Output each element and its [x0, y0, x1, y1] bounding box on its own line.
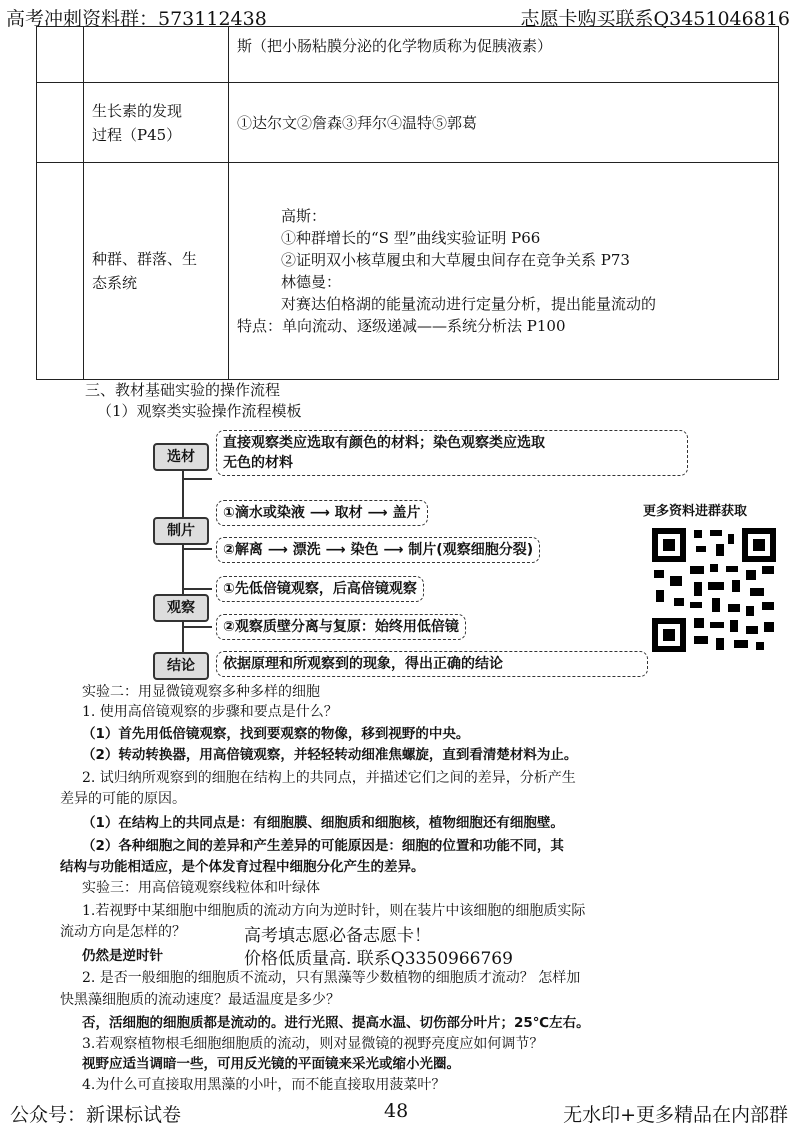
body-line: （2）转动转换器，用高倍镜观察，并轻轻转动细准焦螺旋，直到看清楚材料为止。 [82, 747, 578, 763]
body-line: 快黑藻细胞质的流动速度？最适温度是多少？ [60, 992, 340, 1008]
flow-box-prepare-a: ①滴水或染液 ⟶ 取材 ⟶ 盖片 [216, 500, 428, 526]
section-subtitle: （1）观察类实验操作流程模板 [97, 402, 302, 420]
body-line: 4.为什么可直接取用黑藻的小叶，而不能直接取用菠菜叶？ [82, 1077, 446, 1093]
scientist-table [36, 26, 779, 380]
flow-step-observe: 观察 [153, 594, 209, 622]
body-line: 1. 使用高倍镜观察的步骤和要点是什么？ [82, 704, 338, 720]
body-line: 3.若观察植物根毛细胞细胞质的流动，则对显微镜的视野亮度应如何调节？ [82, 1036, 544, 1052]
footer-account: 公众号：新课标试卷 [10, 1104, 182, 1126]
table-cell-empty [37, 83, 84, 163]
flow-connector [182, 470, 184, 660]
section-title: 三、教材基础实验的操作流程 [85, 381, 281, 399]
text-line: ②证明双小核草履虫和大草履虫间存在竞争关系 P73 [281, 251, 630, 269]
body-line: （1）在结构上的共同点是：有细胞膜、细胞质和细胞核，植物细胞还有细胞壁。 [82, 815, 564, 831]
body-line: 2. 是否一般细胞的细胞质不流动，只有黑藻等少数植物的细胞质才流动？ 怎样加 [82, 970, 581, 986]
table-cell-text [229, 163, 779, 380]
flow-branch [182, 626, 212, 628]
watermark-line: 高考填志愿必备志愿卡！ [244, 926, 431, 946]
text-line: ①种群增长的“S 型”曲线实验证明 P66 [281, 229, 541, 247]
flow-step-conclude: 结论 [153, 652, 209, 680]
flow-box-observe-a: ①先低倍镜观察，后高倍镜观察 [216, 576, 424, 602]
text-line: 特点：单向流动、逐级递减——系统分析法 P100 [237, 317, 566, 335]
body-line: 流动方向是怎样的？ [60, 924, 186, 940]
body-line: 1.若视野中某细胞中细胞质的流动方向为逆时针，则在装片中该细胞的细胞质实际 [82, 903, 586, 919]
label-line: 态系统 [92, 274, 138, 292]
flow-branch [182, 588, 212, 590]
body-line: 否，活细胞的细胞质都是流动的。进行光照、提高水温、切伤部分叶片；25℃左右。 [82, 1015, 590, 1031]
flow-step-select: 选材 [153, 443, 209, 471]
label-line: 过程（P45） [92, 125, 182, 144]
table-cell-empty [37, 27, 84, 83]
body-line: 仍然是逆时针 [82, 948, 163, 964]
qr-caption: 更多资料进群获取 [643, 504, 748, 519]
flow-box-select [216, 430, 688, 476]
table-cell-empty [37, 163, 84, 380]
table-cell-empty [84, 27, 229, 83]
flow-step-prepare: 制片 [153, 517, 209, 545]
watermark-line: 价格低质量高. 联系Q3350966769 [244, 949, 513, 969]
table-cell-text: ①达尔文②詹森③拜尔④温特⑤郭葛 [229, 83, 779, 163]
table-cell-text: 斯（把小肠粘膜分泌的化学物质称为促胰液素） [229, 27, 779, 83]
text-line: 林德曼： [281, 273, 342, 291]
table-row-label [84, 83, 229, 163]
qr-code-icon [650, 526, 778, 654]
flow-branch [182, 478, 212, 480]
flow-text: 无色的材料 [223, 455, 293, 471]
label-line: 种群、群落、生 [92, 250, 198, 268]
flow-box-prepare-b: ②解离 ⟶ 漂洗 ⟶ 染色 ⟶ 制片(观察细胞分裂) [216, 537, 540, 563]
text-line: 对赛达伯格湖的能量流动进行定量分析，提出能量流动的 [281, 295, 657, 313]
label-line: 生长素的发现 [92, 101, 183, 120]
page-number: 48 [384, 1100, 409, 1122]
flow-box-conclude: 依据原理和所观察到的现象，得出正确的结论 [216, 651, 648, 677]
body-line: 2. 试归纳所观察到的细胞在结构上的共同点，并描述它们之间的差异，分析产生 [82, 770, 576, 786]
body-line: 差异的可能的原因。 [60, 791, 186, 807]
text-line: 高斯： [281, 207, 327, 225]
body-line: 视野应适当调暗一些，可用反光镜的平面镜来采光或缩小光圈。 [82, 1056, 460, 1072]
flow-box-observe-b: ②观察质壁分离与复原：始终用低倍镜 [216, 614, 466, 640]
body-line: 实验三：用高倍镜观察线粒体和叶绿体 [82, 880, 320, 896]
flow-branch [182, 548, 212, 550]
body-line: 实验二：用显微镜观察多种多样的细胞 [82, 684, 320, 700]
header-contact-ad: 志愿卡购买联系Q3451046816 [520, 8, 790, 30]
footer-ad: 无水印+更多精品在内部群 [563, 1104, 788, 1126]
table-row-label [84, 163, 229, 380]
body-line: （1）首先用低倍镜观察，找到要观察的物像，移到视野的中央。 [82, 726, 470, 742]
body-line: 结构与功能相适应，是个体发育过程中细胞分化产生的差异。 [60, 859, 425, 875]
flow-text: 直接观察类应选取有颜色的材料；染色观察类应选取 [223, 435, 545, 451]
header-group-ad: 高考冲刺资料群：573112438 [6, 8, 267, 30]
body-line: （2）各种细胞之间的差异和产生差异的可能原因是：细胞的位置和功能不同，其 [82, 838, 564, 854]
